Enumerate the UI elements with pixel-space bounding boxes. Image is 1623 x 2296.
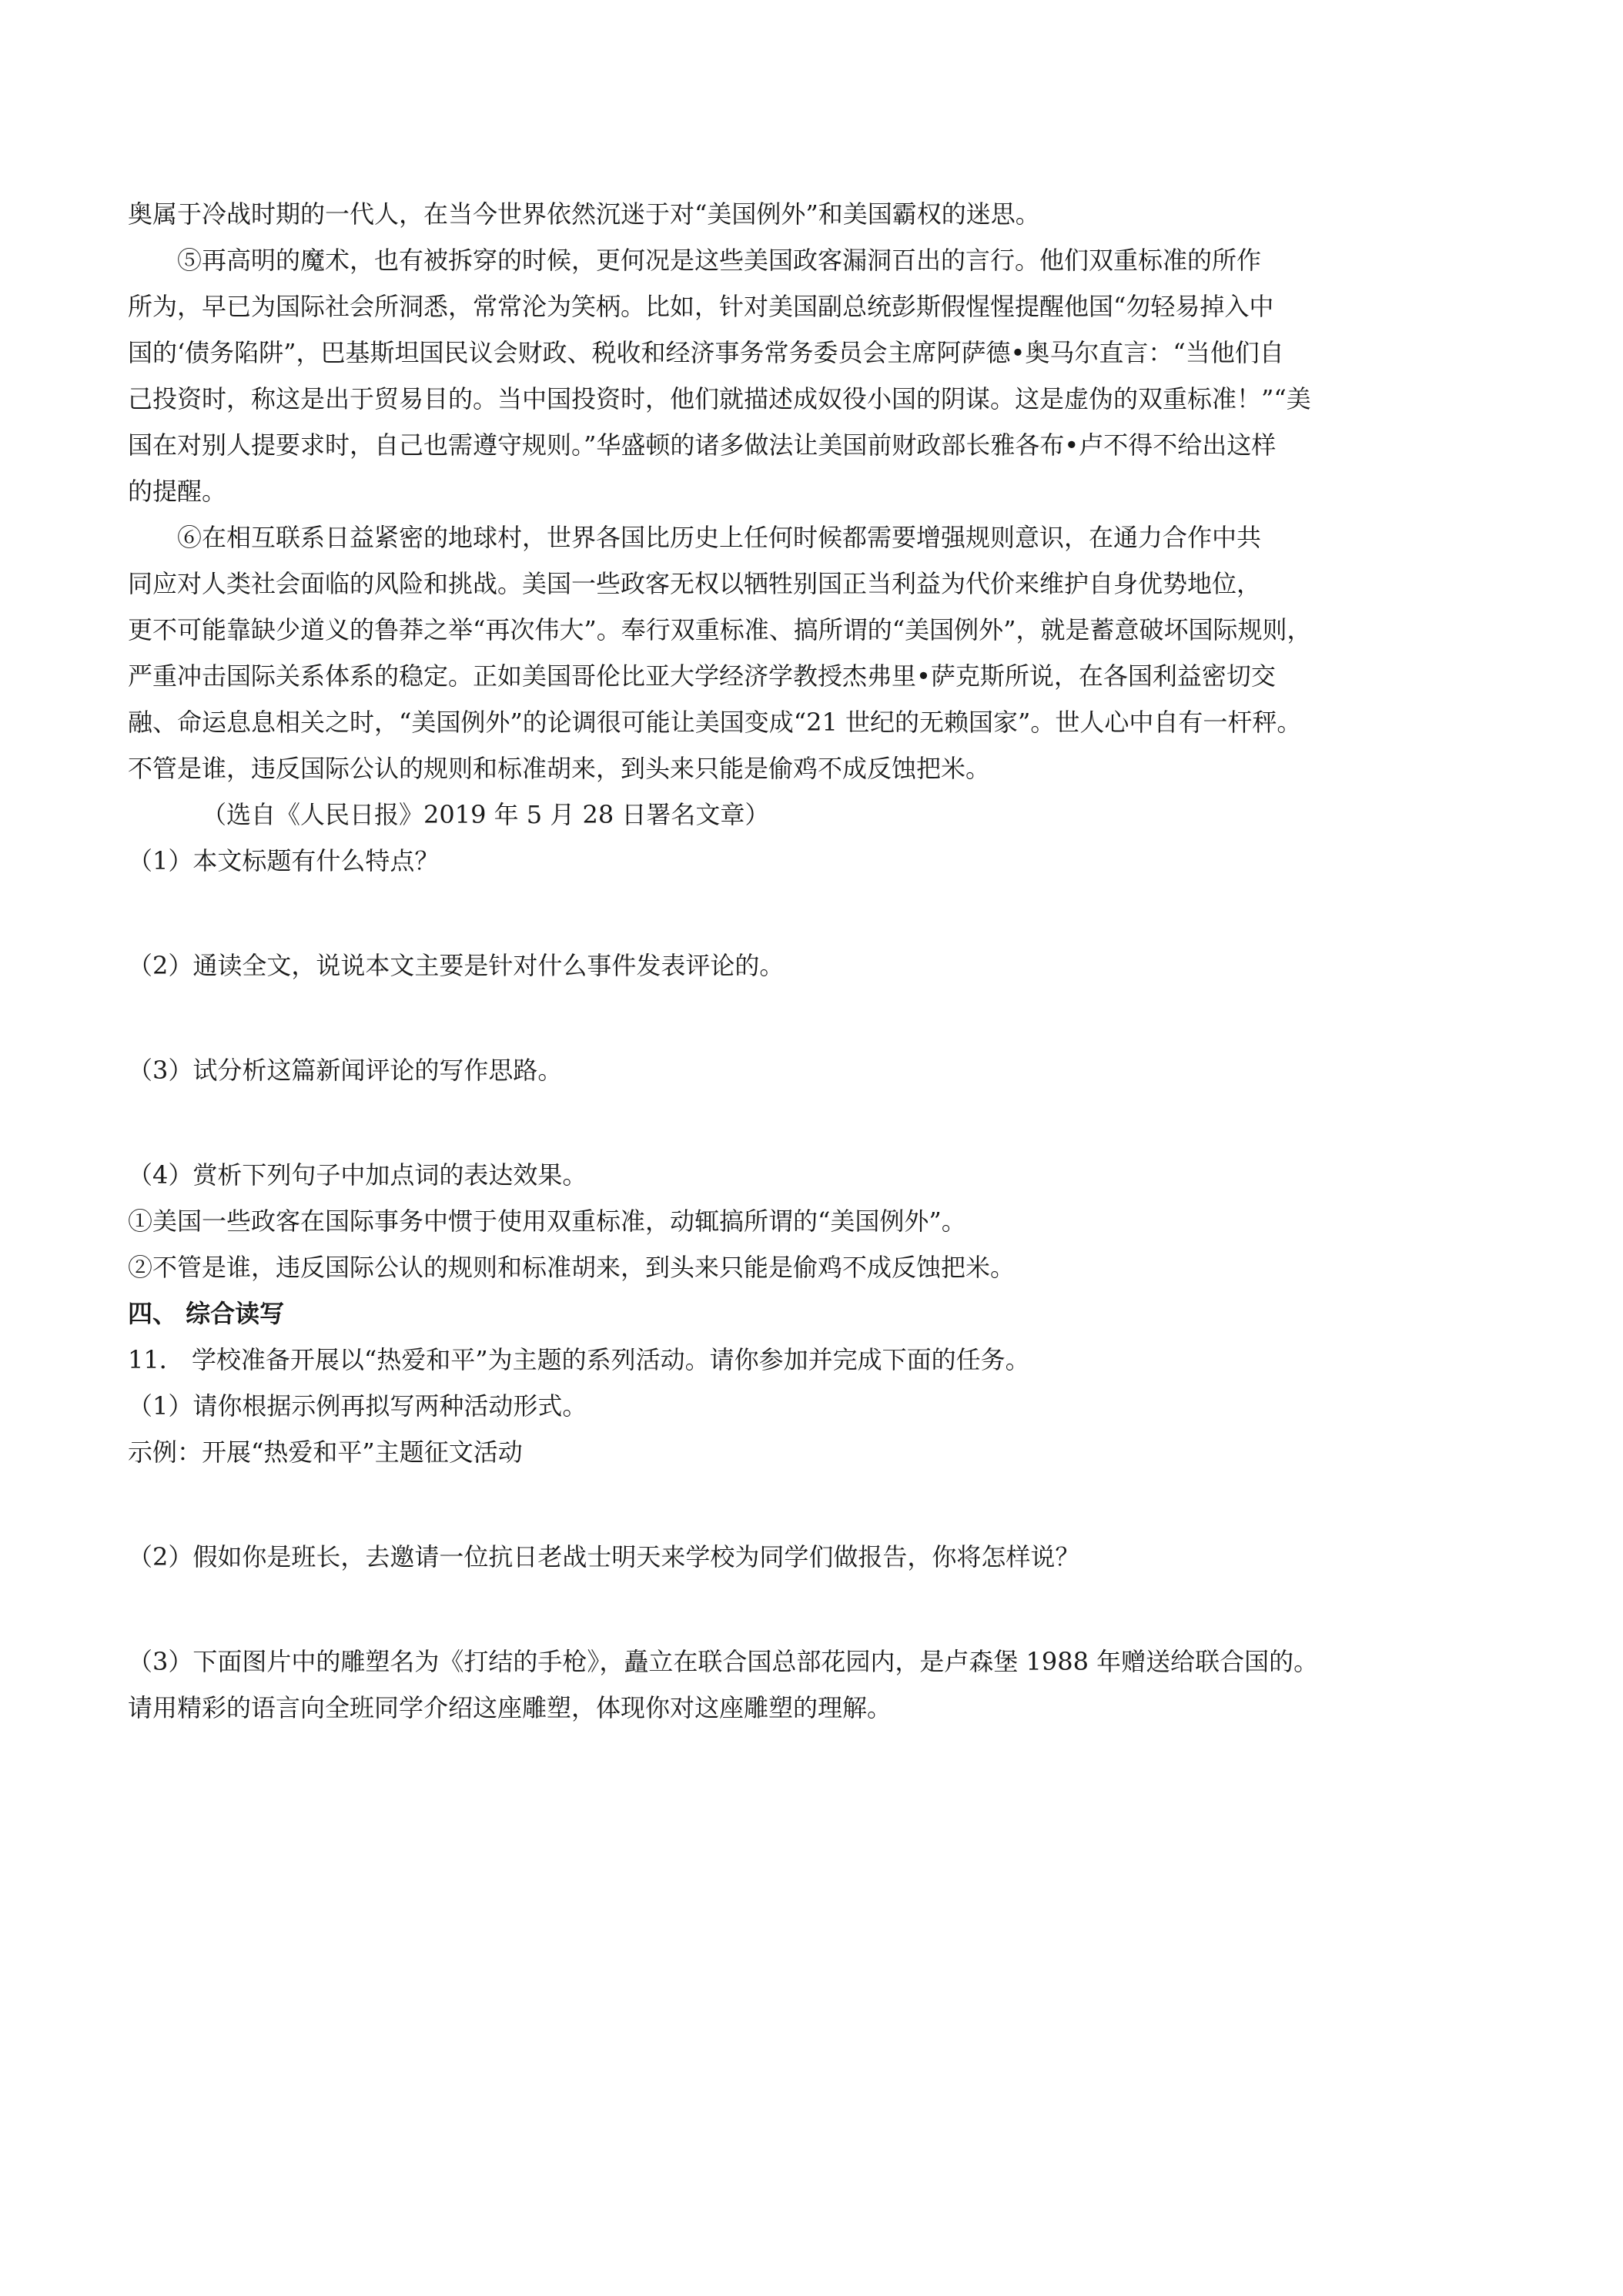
answer-space [128,884,1495,942]
answer-space [128,989,1495,1047]
question-11-sub-1: （1）请你根据示例再拟写两种活动形式。 [128,1391,587,1421]
document-page [128,191,1495,1731]
question-11-intro: 11． 学校准备开展以“热爱和平”为主题的系列活动。请你参加并完成下面的任务。 [128,1345,1030,1374]
paragraph-6-line: 不管是谁，违反国际公认的规则和标准胡来，到头来只能是偷鸡不成反蚀把米。 [128,754,991,783]
paragraph-5-line: 国的‘债务陷阱”，巴基斯坦国民议会财政、税收和经济事务常务委员会主席阿萨德•奥马尔直言：“当他们自 [128,338,1284,367]
paragraph-6-line: ⑥在相互联系日益紧密的地球村，世界各国比历史上任何时候都需要增强规则意识，在通力合作中共 [177,523,1262,552]
paragraph-5-line: 己投资时，称这是出于贸易目的。当中国投资时，他们就描述成奴役小国的阴谋。这是虚伪的双重标准！”“美 [128,384,1311,413]
question-3: （3）试分析这篇新闻评论的写作思路。 [128,1056,563,1085]
paragraph-4-tail: 奥属于冷战时期的一代人，在当今世界依然沉迷于对“美国例外”和美国霸权的迷思。 [128,199,1040,229]
paragraph-6-line: 严重冲击国际关系体系的稳定。正如美国哥伦比亚大学经济学教授杰弗里•萨克斯所说，在各国利益密切交 [128,661,1276,691]
paragraph-6 [128,514,1495,792]
paragraph-5-line: 所为，早已为国际社会所洞悉，常常沦为笑柄。比如，针对美国副总统彭斯假惺惺提醒他国“勿轻易掉入中 [128,292,1274,321]
question-11-example: 示例：开展“热爱和平”主题征文活动 [128,1438,523,1467]
paragraph-5-line: 国在对别人提要求时，自己也需遵守规则。”华盛顿的诸多做法让美国前财政部长雅各布•卢不得不给出这样 [128,430,1277,460]
question-4-sentence-1: ①美国一些政客在国际事务中惯于使用双重标准，动辄搞所谓的“美国例外”。 [128,1207,966,1236]
article-source: （选自《人民日报》2019 年 5 月 28 日署名文章） [202,800,770,829]
section-title: 四、 综合读写 [128,1299,285,1328]
question-11-sub-3: （3）下面图片中的雕塑名为《打结的手枪》，矗立在联合国总部花园内，是卢森堡 1988 年赠送给联合国的。 [128,1647,1319,1676]
paragraph-6-line: 融、命运息息相关之时，“美国例外”的论调很可能让美国变成“21 世纪的无赖国家”。世人心中自有一杆秤。 [128,708,1302,737]
paragraph-6-line: 同应对人类社会面临的风险和挑战。美国一些政客无权以牺牲别国正当利益为代价来维护自身优势地位， [128,569,1262,598]
question-4: （4）赏析下列句子中加点词的表达效果。 [128,1160,587,1190]
question-11-sub-2: （2）假如你是班长，去邀请一位抗日老战士明天来学校为同学们做报告，你将怎样说？ [128,1542,1080,1571]
paragraph-5-line: 的提醒。 [128,477,227,506]
paragraph-5-line: ⑤再高明的魔术，也有被拆穿的时候，更何况是这些美国政客漏洞百出的言行。他们双重标准的所作 [177,246,1262,275]
question-2: （2）通读全文，说说本文主要是针对什么事件发表评论的。 [128,951,785,980]
answer-space [128,1475,1495,1534]
question-1: （1）本文标题有什么特点？ [128,846,440,875]
answer-space [128,1580,1495,1638]
paragraph-6-line: 更不可能靠缺少道义的鲁莽之举“再次伟大”。奉行双重标准、搞所谓的“美国例外”，就是蓄意破坏国际规则， [128,615,1312,644]
answer-space [128,1093,1495,1152]
question-4-sentence-2: ②不管是谁，违反国际公认的规则和标准胡来，到头来只能是偷鸡不成反蚀把米。 [128,1253,1016,1282]
paragraph-5 [128,237,1495,514]
question-11-sub-3: 请用精彩的语言向全班同学介绍这座雕塑，体现你对这座雕塑的理解。 [128,1693,892,1722]
